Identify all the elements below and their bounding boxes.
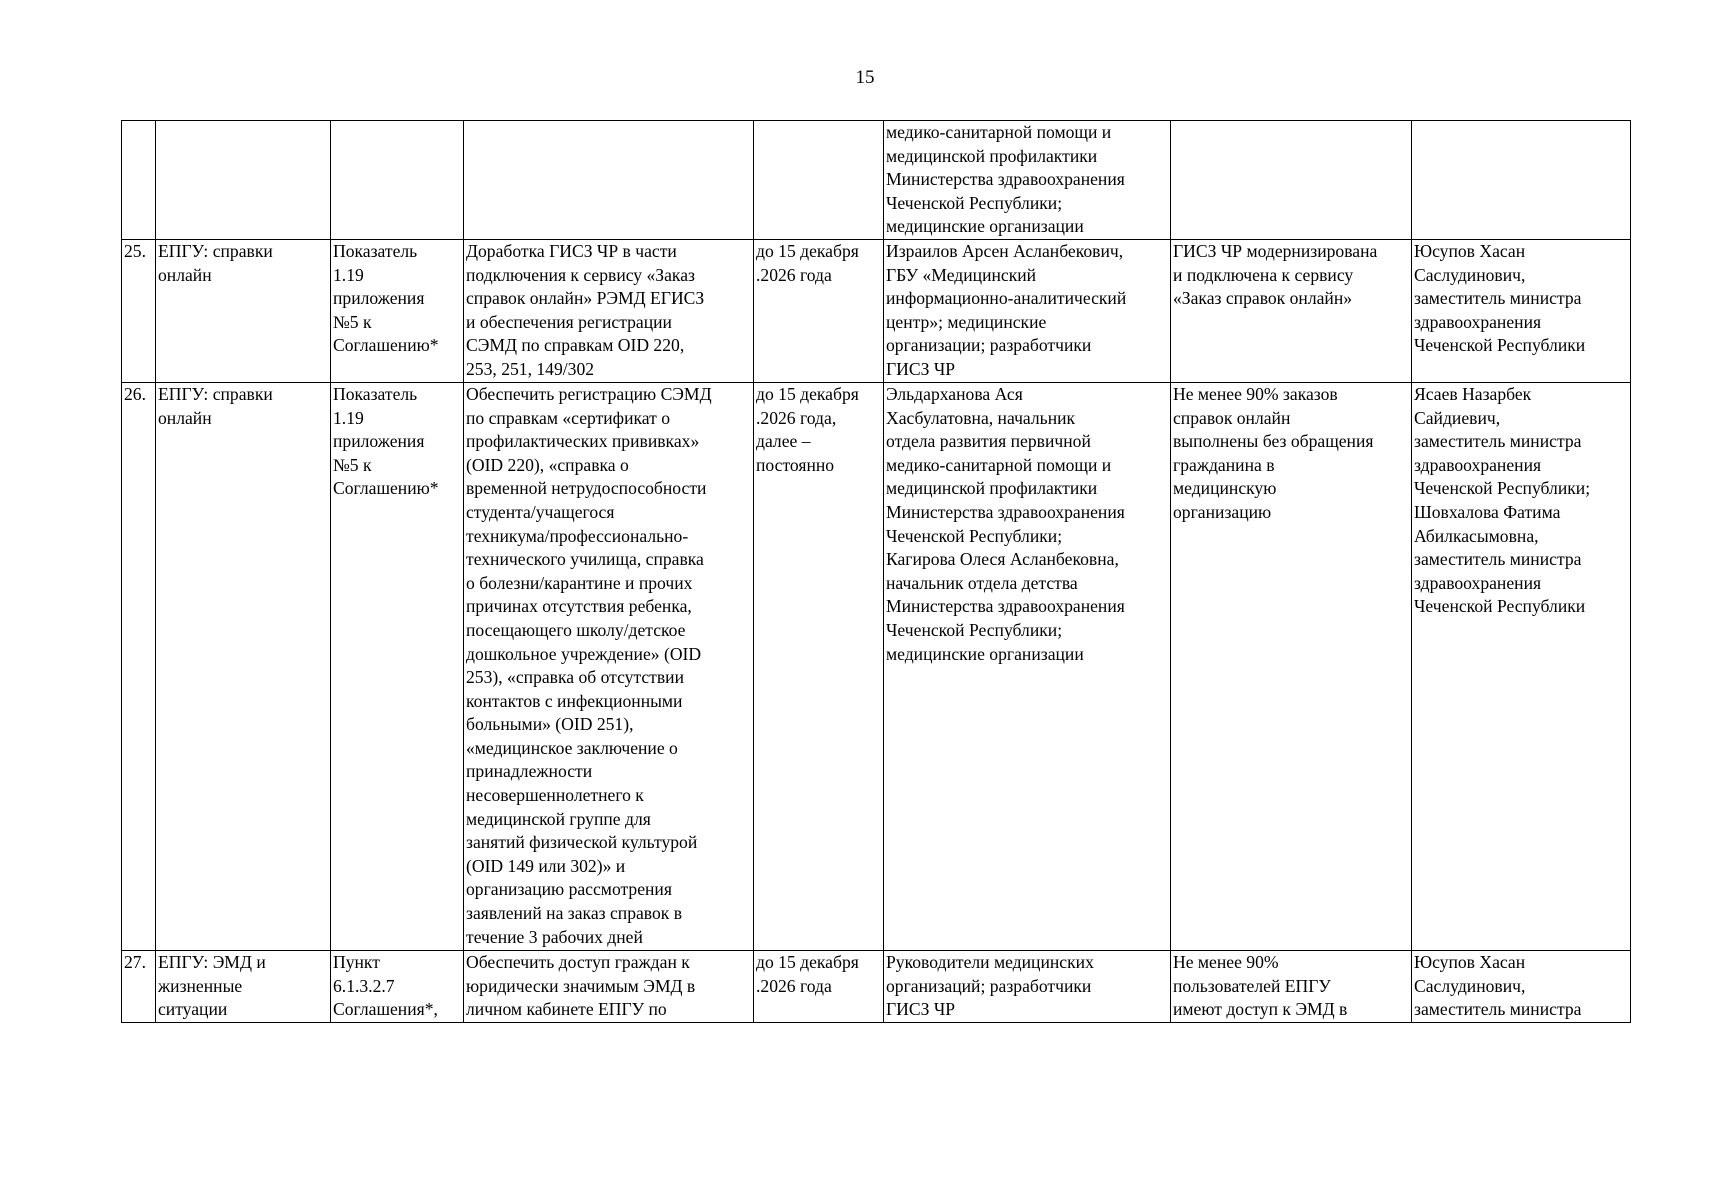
text-line: онлайн — [158, 264, 212, 285]
cell-responsible — [884, 121, 1171, 240]
text-line: течение 3 рабочих дней — [466, 926, 643, 947]
text-line: Юсупов Хасан — [1414, 951, 1526, 972]
text-line: имеют доступ к ЭМД в — [1173, 999, 1348, 1020]
cell-basis — [331, 950, 464, 1022]
text-line: несовершеннолетнего к — [466, 785, 644, 806]
cell-curator — [1412, 239, 1631, 382]
text-line: заявлений на заказ справок в — [466, 903, 683, 924]
text-line: медико-санитарной помощи и — [886, 122, 1112, 142]
text-line: по справкам «сертификат о — [466, 407, 671, 428]
text-line: Израилов Арсен Асланбекович, — [886, 240, 1124, 261]
text-line: Кагирова Олеся Асланбековна, — [886, 549, 1119, 570]
cell-action — [464, 121, 754, 240]
cell-curator — [1412, 382, 1631, 950]
text-line: Сайдиевич, — [1414, 407, 1501, 428]
text-line: Хасбулатовна, начальник — [886, 407, 1076, 428]
cell-deadline — [754, 382, 884, 950]
page-number: 15 — [855, 67, 875, 88]
text-line: технического училища, справка — [466, 549, 704, 570]
text-line: Абилкасымовна, — [1414, 525, 1539, 546]
text-line: студента/учащегося — [466, 501, 615, 522]
text-line: .2026 года — [756, 975, 832, 996]
cell-action — [464, 239, 754, 382]
text-line: информационно-аналитический — [886, 288, 1127, 309]
cell-deadline — [754, 121, 884, 240]
text-line: и подключена к сервису — [1173, 264, 1354, 285]
text-line: посещающего школу/детское — [466, 619, 686, 640]
text-line: организации; разработчики — [886, 335, 1092, 356]
text-line: 6.1.3.2.7 — [333, 975, 395, 996]
cell-basis — [331, 382, 464, 950]
table-row-26 — [122, 382, 1631, 950]
text-line: Министерства здравоохранения — [886, 596, 1125, 617]
text-line: заместитель министра — [1414, 431, 1582, 452]
text-line: справок онлайн» РЭМД ЕГИСЗ — [466, 288, 705, 309]
text-line: Не менее 90% — [1173, 951, 1279, 972]
text-line: Обеспечить доступ граждан к — [466, 951, 690, 972]
cell-num — [122, 121, 156, 240]
text-line: приложения — [333, 288, 425, 309]
cell-basis — [331, 239, 464, 382]
cell-result — [1171, 121, 1412, 240]
text-line: техникума/профессионально- — [466, 525, 689, 546]
text-line: временной нетрудоспособности — [466, 478, 707, 499]
text-line: медицинской группе для — [466, 808, 651, 829]
text-line: Эльдарханова Ася — [886, 383, 1023, 404]
text-line: выполнены без обращения — [1173, 431, 1374, 452]
text-line: дошкольное учреждение» (OID — [466, 643, 702, 664]
text-line: здравоохранения — [1414, 311, 1542, 332]
text-line: Юсупов Хасан — [1414, 240, 1526, 261]
text-line: Доработка ГИСЗ ЧР в части — [466, 240, 677, 261]
text-line: Соглашения*, — [333, 999, 438, 1020]
cell-result — [1171, 950, 1412, 1022]
text-line: медицинской профилактики — [886, 478, 1098, 499]
text-line: центр»; медицинские — [886, 311, 1047, 332]
text-line: Чеченской Республики; — [1414, 478, 1591, 499]
text-line: Обеспечить регистрацию СЭМД — [466, 383, 712, 404]
text-line: 1.19 — [333, 264, 364, 285]
cell-responsible — [884, 950, 1171, 1022]
text-line: медицинские организации — [886, 643, 1084, 664]
cell-service — [156, 239, 331, 382]
text-line: медицинскую — [1173, 478, 1277, 499]
cell-num: 26. — [122, 382, 156, 950]
cell-service — [156, 121, 331, 240]
text-line: ситуации — [158, 999, 228, 1020]
text-line: Руководители медицинских — [886, 951, 1094, 972]
text-line: Чеченской Республики; — [886, 619, 1063, 640]
plan-table — [121, 120, 1631, 1023]
table-row-27 — [122, 950, 1631, 1022]
cell-result — [1171, 382, 1412, 950]
text-line: Ясаев Назарбек — [1414, 383, 1532, 404]
cell-curator — [1412, 950, 1631, 1022]
text-line: до 15 декабря — [756, 240, 859, 261]
text-line: 253), «справка об отсутствии — [466, 667, 684, 688]
text-line: жизненные — [158, 975, 243, 996]
text-line: Соглашению* — [333, 478, 439, 499]
text-line: медико-санитарной помощи и — [886, 454, 1112, 475]
text-line: справок онлайн — [1173, 407, 1291, 428]
text-line: ГБУ «Медицинский — [886, 264, 1037, 285]
text-line: Показатель — [333, 383, 418, 404]
text-line: Саслудинович, — [1414, 975, 1526, 996]
text-line: ЕПГУ: ЭМД и — [158, 951, 266, 972]
text-line: далее – — [756, 431, 811, 452]
text-line: Чеченской Республики; — [886, 525, 1063, 546]
text-line: ГИСЗ ЧР — [886, 358, 956, 379]
text-line: Саслудинович, — [1414, 264, 1526, 285]
text-line: занятий физической культурой — [466, 832, 698, 853]
text-line: профилактических прививках» — [466, 431, 700, 452]
text-line: отдела развития первичной — [886, 431, 1091, 452]
text-line: заместитель министра — [1414, 288, 1582, 309]
table-row-25 — [122, 239, 1631, 382]
text-line: ГИСЗ ЧР — [886, 999, 956, 1020]
text-line: постоянно — [756, 454, 835, 475]
text-line: 1.19 — [333, 407, 364, 428]
text-line: онлайн — [158, 407, 212, 428]
cell-responsible — [884, 382, 1171, 950]
text-line: гражданина в — [1173, 454, 1275, 475]
text-line: Пункт — [333, 951, 380, 972]
text-line: «Заказ справок онлайн» — [1173, 288, 1353, 309]
text-line: СЭМД по справкам OID 220, — [466, 335, 685, 356]
text-line: №5 к — [333, 454, 372, 475]
text-line: подключения к сервису «Заказ — [466, 264, 695, 285]
text-line: Не менее 90% заказов — [1173, 383, 1338, 404]
text-line: Чеченской Республики; — [886, 192, 1063, 213]
cell-action — [464, 382, 754, 950]
cell-curator — [1412, 121, 1631, 240]
text-line: Шовхалова Фатима — [1414, 501, 1561, 522]
text-line: 253, 251, 149/302 — [466, 358, 595, 379]
table-row-continuation — [122, 121, 1631, 240]
cell-result — [1171, 239, 1412, 382]
text-line: Министерства здравоохранения — [886, 501, 1125, 522]
cell-service — [156, 950, 331, 1022]
text-line: начальник отдела детства — [886, 572, 1078, 593]
text-line: .2026 года, — [756, 407, 837, 428]
text-line: причинах отсутствия ребенка, — [466, 596, 692, 617]
cell-deadline — [754, 239, 884, 382]
cell-num: 25. — [122, 239, 156, 382]
text-line: приложения — [333, 431, 425, 452]
cell-num: 27. — [122, 950, 156, 1022]
text-line: .2026 года — [756, 264, 832, 285]
text-line: медицинские организации — [886, 216, 1084, 237]
text-line: о болезни/карантине и прочих — [466, 572, 693, 593]
text-line: больными» (OID 251), — [466, 714, 634, 735]
text-line: №5 к — [333, 311, 372, 332]
cell-deadline — [754, 950, 884, 1022]
text-line: ЕПГУ: справки — [158, 240, 273, 261]
text-line: здравоохранения — [1414, 572, 1542, 593]
cell-basis — [331, 121, 464, 240]
text-line: пользователей ЕПГУ — [1173, 975, 1331, 996]
text-line: ГИСЗ ЧР модернизирована — [1173, 240, 1378, 261]
text-line: личном кабинете ЕПГУ по — [466, 999, 667, 1020]
text-line: Соглашению* — [333, 335, 439, 356]
text-line: «медицинское заключение о — [466, 737, 678, 758]
text-line: юридически значимым ЭМД в — [466, 975, 696, 996]
text-line: Министерства здравоохранения — [886, 169, 1125, 190]
text-line: до 15 декабря — [756, 951, 859, 972]
text-line: принадлежности — [466, 761, 593, 782]
text-line: до 15 декабря — [756, 383, 859, 404]
text-line: (OID 220), «справка о — [466, 454, 629, 475]
text-line: медицинской профилактики — [886, 145, 1098, 166]
text-line: Чеченской Республики — [1414, 596, 1586, 617]
text-line: организацию рассмотрения — [466, 879, 672, 900]
cell-service — [156, 382, 331, 950]
text-line: Показатель — [333, 240, 418, 261]
text-line: здравоохранения — [1414, 454, 1542, 475]
text-line: и обеспечения регистрации — [466, 311, 672, 332]
text-line: ЕПГУ: справки — [158, 383, 273, 404]
text-line: контактов с инфекционными — [466, 690, 683, 711]
text-line: заместитель министра — [1414, 549, 1582, 570]
text-line: Чеченской Республики — [1414, 335, 1586, 356]
text-line: организацию — [1173, 501, 1272, 522]
text-line: заместитель министра — [1414, 999, 1582, 1020]
text-line: организаций; разработчики — [886, 975, 1092, 996]
cell-action — [464, 950, 754, 1022]
cell-responsible — [884, 239, 1171, 382]
text-line: (OID 149 или 302)» и — [466, 855, 626, 876]
